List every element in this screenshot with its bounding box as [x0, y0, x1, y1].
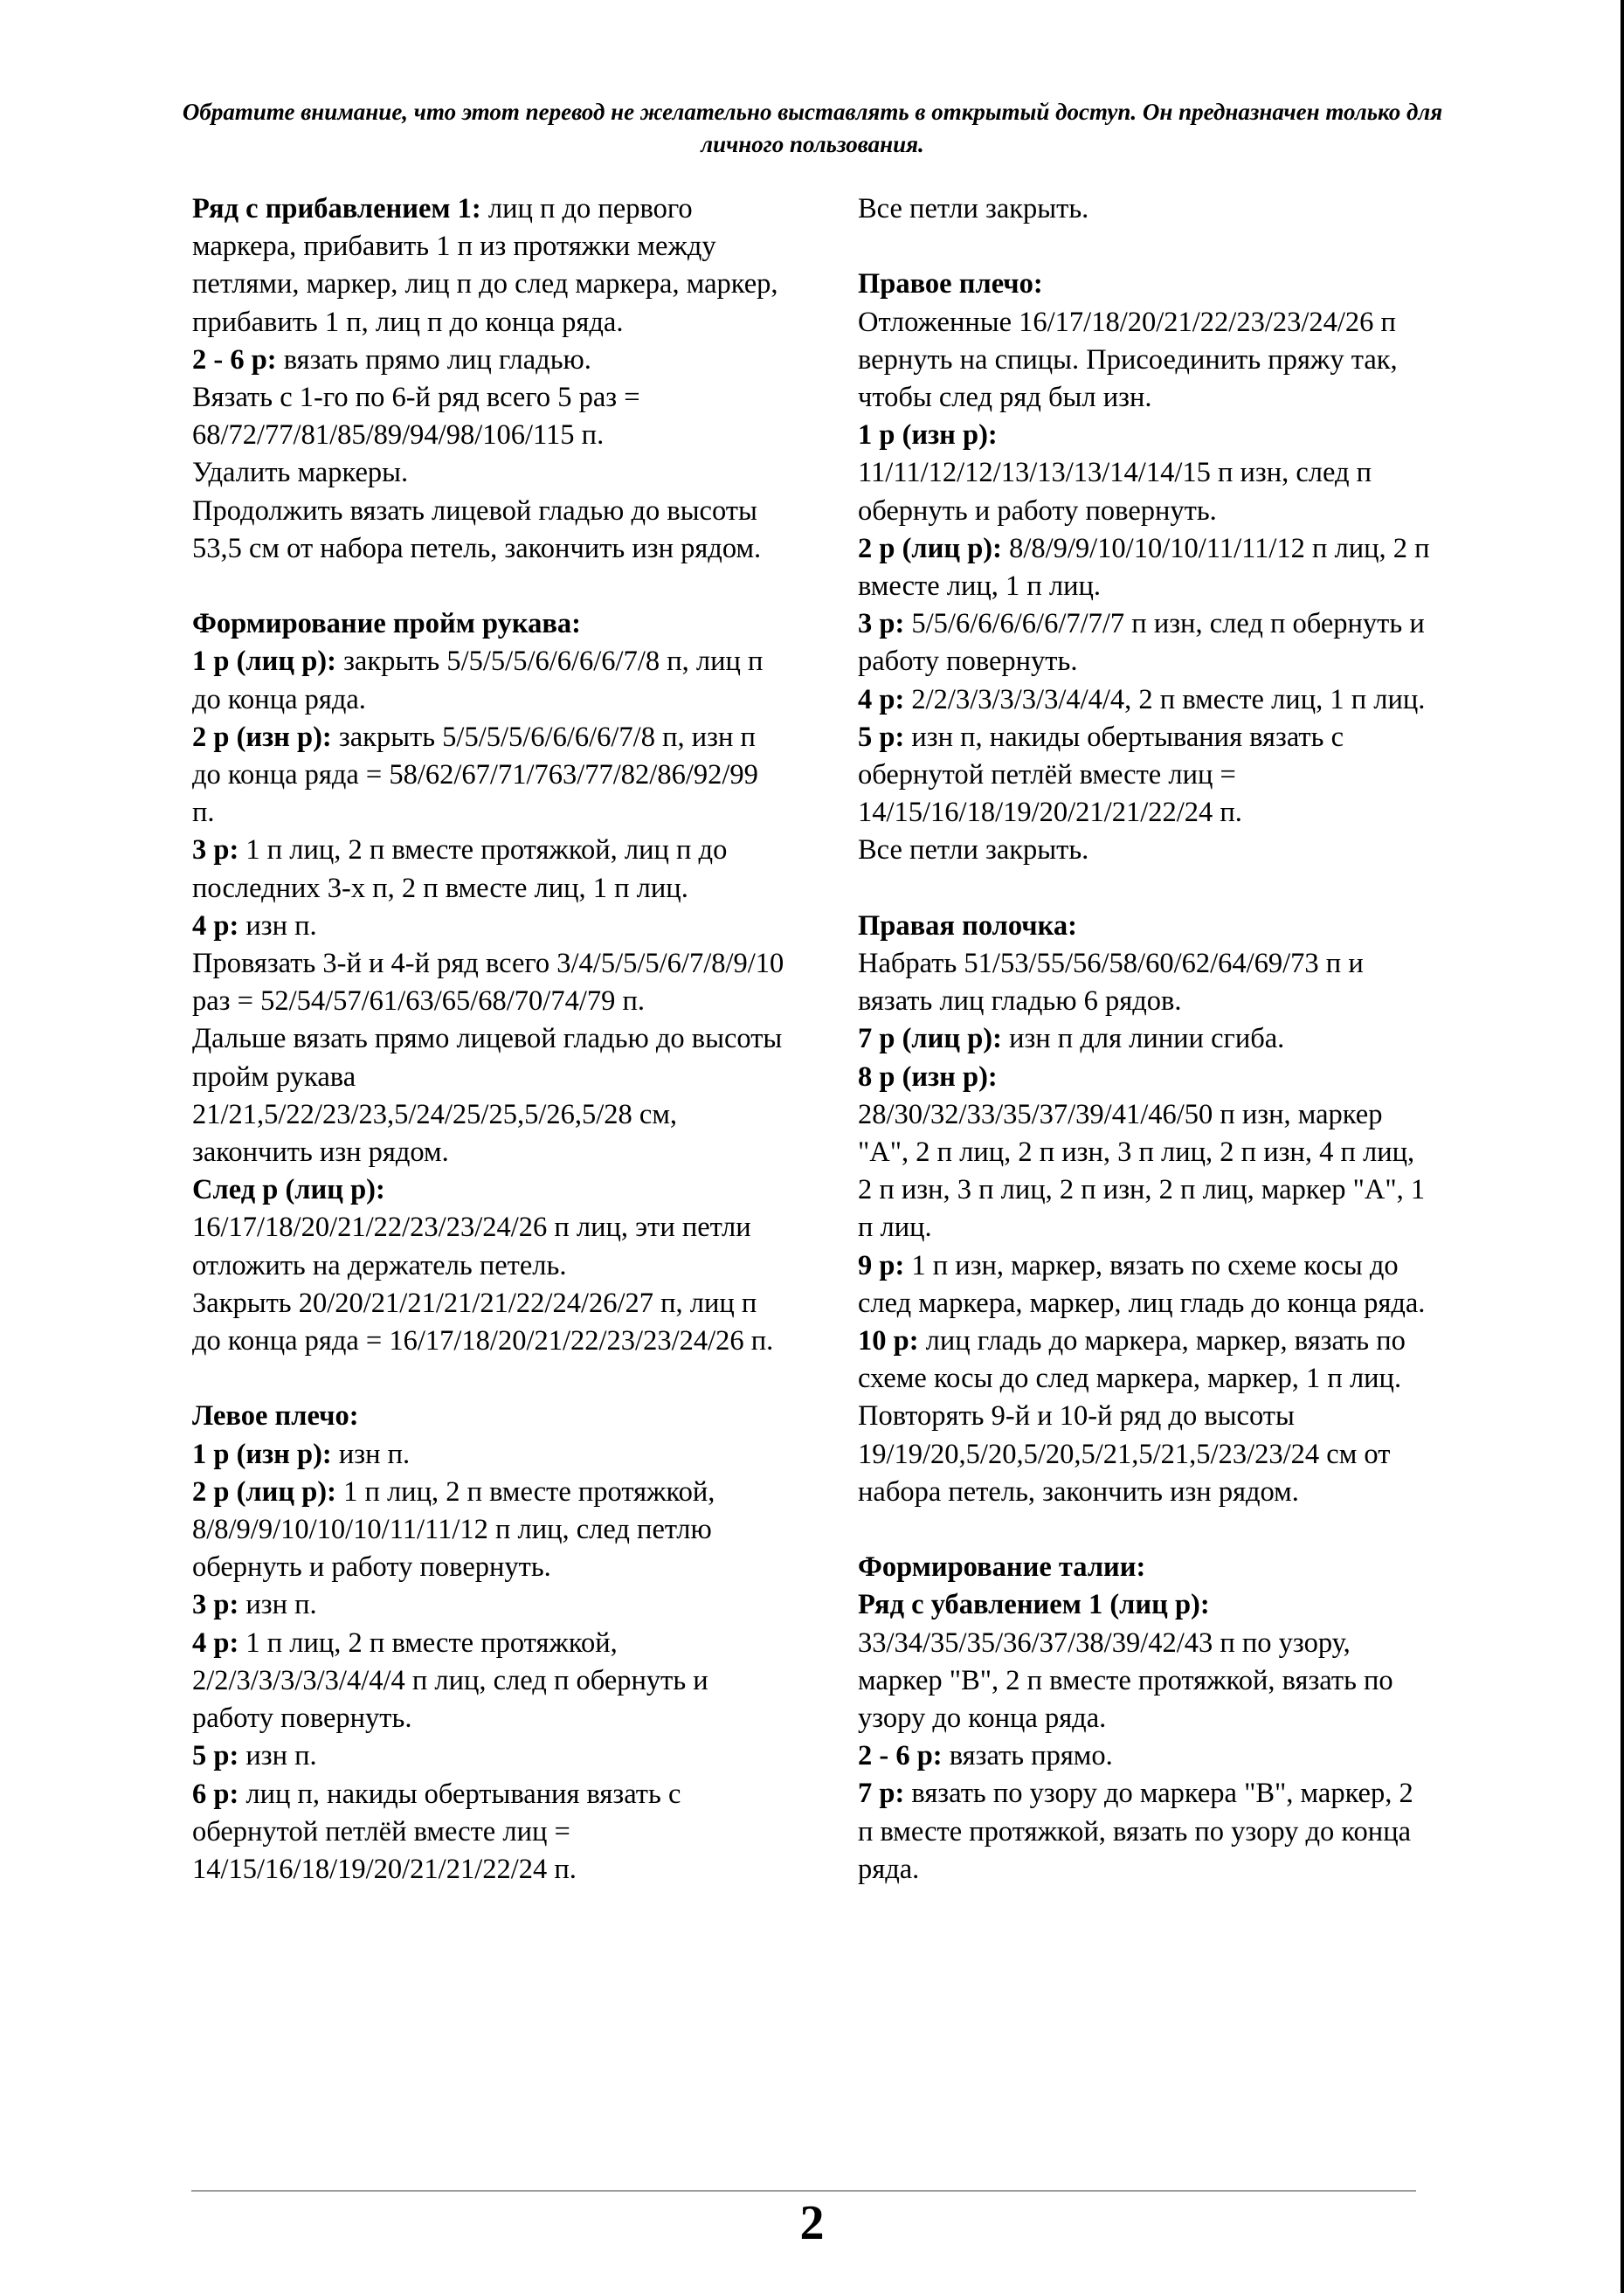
- paragraph-gap: [858, 228, 1434, 266]
- paragraph-gap: [858, 1511, 1434, 1549]
- paragraph-text: Дальше вязать прямо лицевой гладью до высоты пройм рукава 21/21,5/22/23/23,5/24/25/25,5/26,5/28 см, закончить изн рядом.: [192, 1023, 783, 1169]
- paragraph: [192, 1398, 786, 1435]
- paragraph: [858, 266, 1434, 303]
- paragraph: [858, 945, 1434, 1020]
- paragraph: [192, 1474, 786, 1587]
- paragraph-text: изн п.: [238, 1740, 317, 1772]
- paragraph: [192, 190, 786, 342]
- paragraph-text: Вязать с 1-го по 6-й ряд всего 5 раз = 68/72/77/81/85/89/94/98/106/115 п.: [192, 382, 640, 452]
- paragraph-heading: 1 р (изн р):: [192, 1438, 332, 1470]
- paragraph-text: лиц п до первого маркера, прибавить 1 п из протяжки между петлями, маркер, лиц п до след маркера, маркер, прибавить 1 п, лиц п до конца ряда.: [192, 193, 778, 338]
- paragraph-heading: Правая полочка:: [858, 909, 1077, 942]
- paragraph-text: 1 п лиц, 2 п вместе протяжкой, 8/8/9/9/10/10/10/11/11/12 п лиц, след петлю обернуть и работу повернуть.: [192, 1475, 715, 1584]
- paragraph-text: 28/30/32/33/35/37/39/41/46/50 п изн, маркер "А", 2 п лиц, 2 п изн, 3 п лиц, 2 п изн, 4 п лиц, 2 п изн, 3 п лиц, 2 п изн, 2 п лиц, маркер "А", 1 п лиц.: [858, 1098, 1426, 1244]
- paragraph: [858, 681, 1434, 719]
- paragraph: [192, 719, 786, 832]
- paragraph-text: закрыть 5/5/5/5/6/6/6/6/7/8 п, лиц п до конца ряда.: [192, 646, 764, 715]
- paragraph-heading: 2 - 6 р:: [858, 1740, 943, 1772]
- page-right-border: [1621, 0, 1624, 2293]
- paragraph: [858, 1775, 1434, 1889]
- paragraph-heading: Левое плечо:: [192, 1400, 359, 1433]
- paragraph-text: изн п.: [238, 909, 317, 942]
- paragraph: [858, 1625, 1434, 1738]
- paragraph-text: вязать прямо.: [942, 1740, 1113, 1772]
- paragraph-text: изн п.: [238, 1589, 317, 1621]
- paragraph-text: Продолжить вязать лицевой гладью до высоты 53,5 см от набора петель, закончить изн рядом.: [192, 494, 762, 564]
- paragraph: [858, 190, 1434, 228]
- paragraph-gap: [192, 568, 786, 605]
- paragraph-text: Все петли закрыть.: [858, 834, 1089, 867]
- paragraph-heading: 4 р:: [192, 1627, 239, 1659]
- paragraph: [858, 530, 1434, 605]
- paragraph: [192, 1285, 786, 1360]
- paragraph: [858, 1323, 1434, 1398]
- paragraph-text: 1 п изн, маркер, вязать по схеме косы до след маркера, маркер, лиц гладь до конца ряда.: [858, 1249, 1426, 1319]
- paragraph-text: изн п.: [331, 1438, 411, 1470]
- paragraph: [192, 493, 786, 568]
- paragraph-heading: Формирование пройм рукава:: [192, 608, 581, 640]
- paragraph-heading: 2 р (лиц р):: [192, 1475, 336, 1508]
- paragraph: [858, 454, 1434, 529]
- paragraph-text: изн п, накиды обертывания вязать с обернутой петлёй вместе лиц = 14/15/16/18/19/20/21/21/22/24 п.: [858, 721, 1344, 829]
- paragraph: [192, 1586, 786, 1624]
- paragraph: [858, 719, 1434, 832]
- footer-divider: [191, 2190, 1416, 2192]
- paragraph-text: 1 п лиц, 2 п вместе протяжкой, лиц п до последних 3-х п, 2 п вместе лиц, 1 п лиц.: [192, 834, 728, 904]
- paragraph-heading: 10 р:: [858, 1325, 919, 1357]
- paragraph: [192, 342, 786, 379]
- paragraph: [192, 1776, 786, 1889]
- paragraph: [858, 1737, 1434, 1775]
- paragraph-text: Повторять 9-й и 10-й ряд до высоты 19/19/20,5/20,5/20,5/21,5/21,5/23/23/24 см от набора петель, закончить изн рядом.: [858, 1400, 1391, 1508]
- paragraph-heading: 6 р:: [192, 1778, 239, 1810]
- paragraph-heading: 5 р:: [858, 721, 905, 753]
- paragraph: [192, 832, 786, 907]
- paragraph: [192, 379, 786, 454]
- paragraph: [192, 1436, 786, 1474]
- paragraph-heading: 4 р:: [858, 683, 905, 715]
- left-column: [192, 190, 786, 1889]
- paragraph-heading: Ряд с убавлением 1 (лиц р):: [858, 1589, 1210, 1621]
- paragraph-gap: [192, 1360, 786, 1398]
- paragraph: [192, 1020, 786, 1171]
- paragraph-heading: 5 р:: [192, 1740, 239, 1772]
- paragraph-heading: Правое плечо:: [858, 268, 1043, 300]
- paragraph: [192, 945, 786, 1020]
- paragraph: [858, 832, 1434, 869]
- paragraph: [858, 1247, 1434, 1323]
- paragraph-text: лиц гладь до маркера, маркер, вязать по схеме косы до след маркера, маркер, 1 п лиц.: [858, 1325, 1406, 1395]
- paragraph: [858, 1020, 1434, 1058]
- paragraph-heading: 8 р (изн р):: [858, 1060, 998, 1093]
- header-note: Обратите внимание, что этот перевод не желательно выставлять в открытый доступ. Он предназначен только для личного пользования.: [182, 99, 1443, 157]
- paragraph-heading: 2 р (изн р):: [192, 721, 332, 753]
- paragraph: [858, 1586, 1434, 1624]
- paragraph: [192, 1625, 786, 1738]
- paragraph-text: 11/11/12/12/13/13/13/14/14/15 п изн, след п обернуть и работу повернуть.: [858, 457, 1372, 527]
- paragraph-text: 33/34/35/35/36/37/38/39/42/43 п по узору, маркер "В", 2 п вместе протяжкой, вязать по узору до конца ряда.: [858, 1627, 1393, 1735]
- paragraph-text: Набрать 51/53/55/56/58/60/62/64/69/73 п и вязать лиц гладью 6 рядов.: [858, 948, 1364, 1018]
- paragraph-heading: 2 - 6 р:: [192, 343, 277, 376]
- paragraph: [858, 1398, 1434, 1511]
- paragraph: [858, 1096, 1434, 1247]
- paragraph: [858, 605, 1434, 680]
- paragraph: [858, 304, 1434, 418]
- paragraph-text: Закрыть 20/20/21/21/21/21/22/24/26/27 п, лиц п до конца ряда = 16/17/18/20/21/22/23/23/24/26 п.: [192, 1287, 774, 1357]
- paragraph-heading: 4 р:: [192, 909, 239, 942]
- paragraph-heading: 1 р (лиц р):: [192, 646, 336, 678]
- paragraph-text: Удалить маркеры.: [192, 457, 409, 489]
- paragraph-gap: [858, 870, 1434, 908]
- paragraph: [192, 1209, 786, 1284]
- paragraph: [192, 454, 786, 492]
- paragraph-text: 8/8/9/9/10/10/10/11/11/12 п лиц, 2 п вместе лиц, 1 п лиц.: [858, 532, 1430, 603]
- right-column: [858, 190, 1434, 1889]
- paragraph: [858, 1549, 1434, 1586]
- paragraph-text: изн п для линии сгиба.: [1001, 1023, 1285, 1055]
- paragraph-text: 5/5/6/6/6/6/6/7/7/7 п изн, след п обернуть и работу повернуть.: [858, 608, 1425, 678]
- paragraph: [192, 908, 786, 945]
- paragraph-heading: След р (лиц р):: [192, 1174, 385, 1206]
- paragraph-text: вязать по узору до маркера "В", маркер, 2 п вместе протяжкой, вязать по узору до конца ряда.: [858, 1778, 1413, 1885]
- paragraph-heading: Ряд с прибавлением 1:: [192, 193, 481, 224]
- paragraph-heading: 1 р (изн р):: [858, 419, 998, 452]
- paragraph-text: 16/17/18/20/21/22/23/23/24/26 п лиц, эти петли отложить на держатель петель.: [192, 1212, 751, 1281]
- paragraph-text: вязать прямо лиц гладью.: [276, 343, 591, 376]
- paragraph-text: Провязать 3-й и 4-й ряд всего 3/4/5/5/5/6/7/8/9/10 раз = 52/54/57/61/63/65/68/70/74/79 п.: [192, 948, 784, 1018]
- paragraph-heading: Формирование талии:: [858, 1551, 1146, 1584]
- paragraph-heading: 3 р:: [858, 608, 905, 640]
- paragraph-heading: 2 р (лиц р):: [858, 532, 1002, 564]
- paragraph: [858, 417, 1434, 454]
- paragraph: [192, 1737, 786, 1775]
- paragraph-heading: 9 р:: [858, 1249, 905, 1281]
- paragraph-text: закрыть 5/5/5/5/6/6/6/6/7/8 п, изн п до конца ряда = 58/62/67/71/763/77/82/86/92/99 п.: [192, 721, 758, 829]
- paragraph-text: Все петли закрыть.: [858, 193, 1089, 224]
- paragraph-heading: 3 р:: [192, 1589, 239, 1621]
- paragraph: [858, 908, 1434, 945]
- paragraph-heading: 7 р (лиц р):: [858, 1023, 1002, 1055]
- paragraph-text: 2/2/3/3/3/3/3/4/4/4, 2 п вместе лиц, 1 п лиц.: [904, 683, 1426, 715]
- page-number: 2: [799, 2196, 825, 2250]
- paragraph-heading: 3 р:: [192, 834, 239, 867]
- paragraph: [858, 1059, 1434, 1096]
- paragraph: [192, 643, 786, 718]
- paragraph-heading: 7 р:: [858, 1778, 905, 1810]
- paragraph-text: 1 п лиц, 2 п вместе протяжкой, 2/2/3/3/3/3/3/4/4/4 п лиц, след п обернуть и работу повернуть.: [192, 1627, 708, 1735]
- paragraph: [192, 605, 786, 643]
- paragraph: [192, 1171, 786, 1209]
- paragraph-text: Отложенные 16/17/18/20/21/22/23/23/24/26 п вернуть на спицы. Присоединить пряжу так, чтобы след ряд был изн.: [858, 306, 1398, 413]
- paragraph-text: лиц п, накиды обертывания вязать с обернутой петлёй вместе лиц = 14/15/16/18/19/20/21/21/22/24 п.: [192, 1778, 681, 1885]
